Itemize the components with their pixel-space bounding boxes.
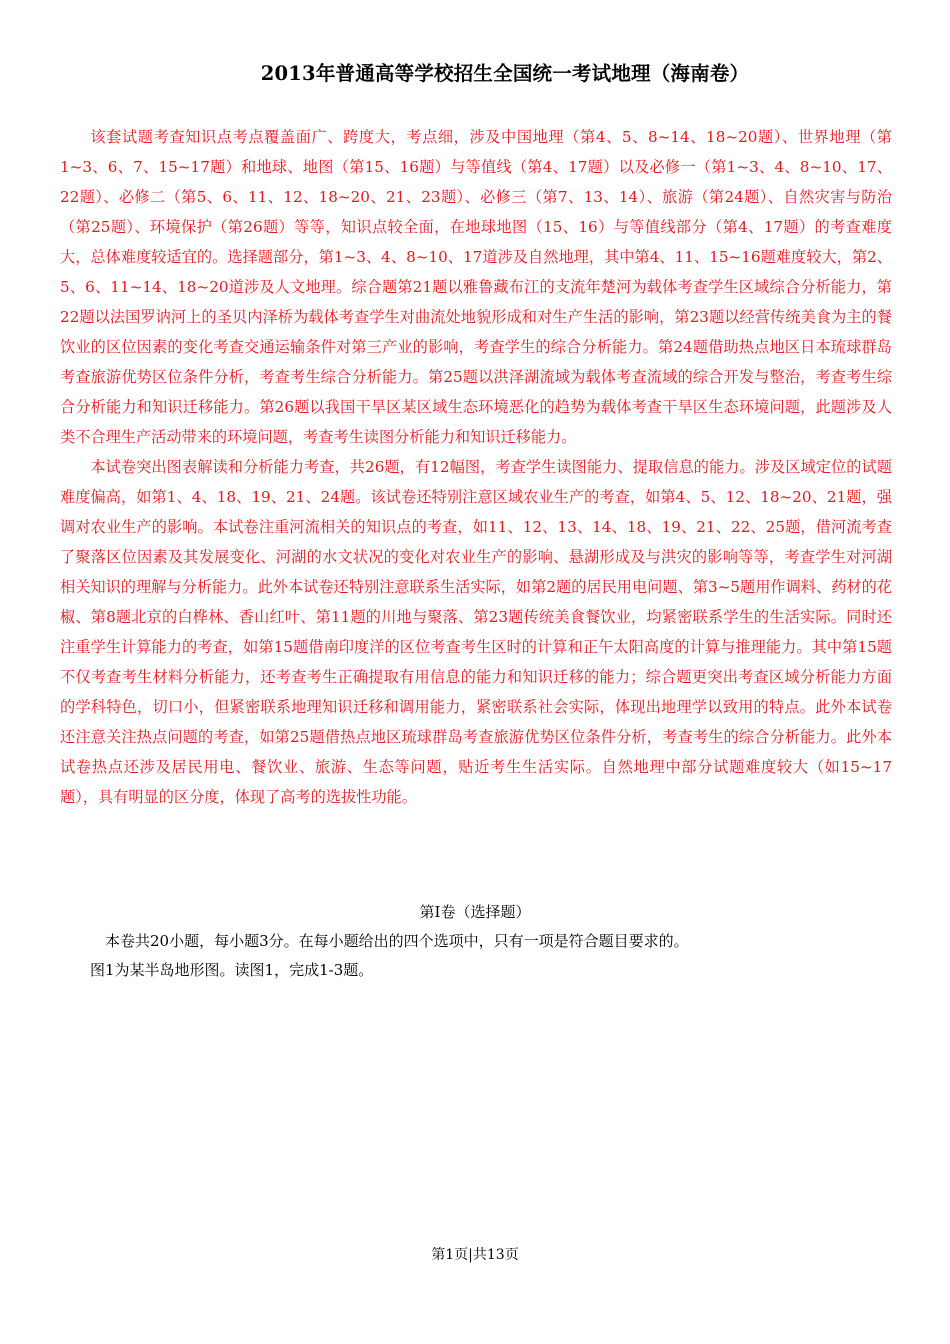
exam-analysis bbox=[60, 122, 892, 812]
question-intro: 图1为某半岛地形图。读图1，完成1-3题。 bbox=[90, 961, 374, 979]
analysis-paragraph: 本试卷突出图表解读和分析能力考查，共26题，有12幅图，考查学生读图能力、提取信息的能力。涉及区域定位的试题难度偏高，如第1、4、18、19、21、24题。该试卷还特别注意区域农业生产的考查，如第4、5、12、18~20、21题，强调对农业生产的影响。本试卷注重河流相关的知识点的考查，如11、12、13、14、18、19、21、22、25题，借河流考查了聚落区位因素及其发展变化、河湖的水文状况的变化对农业生产的影响、悬湖形成及与洪灾的影响等等，考查学生对河湖相关知识的理解与分析能力。此外本试卷还特别注意联系生活实际，如第2题的居民用电问题、第3~5题用作调料、药材的花椒、第8题北京的白桦林、香山红叶、第11题的川地与聚落、第23题传统美食餐饮业，均紧密联系学生的生活实际。同时还注重学生计算能力的考查，如第15题借南印度洋的区位考查考生区时的计算和正午太阳高度的计算与推理能力。其中第15题不仅考查考生材料分析能力，还考查考生正确提取有用信息的能力和知识迁移的能力；综合题更突出考查区域分析能力方面的学科特色，切口小，但紧密联系地理知识迁移和调用能力，紧密联系社会实际，体现出地理学以致用的特点。此外本试卷还注意关注热点问题的考查，如第25题借热点地区琉球群岛考查旅游优势区位条件分析，考查考生的综合分析能力。此外本试卷热点还涉及居民用电、餐饮业、旅游、生态等问题，贴近考生生活实际。自然地理中部分试题难度较大（如15~17题），具有明显的区分度，体现了高考的选拔性功能。 bbox=[60, 458, 892, 806]
section-instruction: 本卷共20小题，每小题3分。在每小题给出的四个选项中，只有一项是符合题目要求的。 bbox=[105, 932, 689, 950]
document-title: 2013年普通高等学校招生全国统一考试地理（海南卷） bbox=[260, 62, 750, 85]
analysis-paragraph: 该套试题考查知识点考点覆盖面广、跨度大，考点细，涉及中国地理（第4、5、8~14、18~20题）、世界地理（第1~3、6、7、15~17题）和地球、地图（第15、16题）与等值线（第4、17题）以及必修一（第1~3、4、8~10、17、22题）、必修二（第5、6、11、12、18~20、21、23题）、必修三（第7、13、14）、旅游（第24题）、自然灾害与防治（第25题）、环境保护（第26题）等等，知识点较全面，在地球地图（15、16）与等值线部分（第4、17题）的考查难度大，总体难度较适宜的。选择题部分，第1~3、4、8~10、17道涉及自然地理，其中第4、11、15~16题难度较大，第2、5、6、11~14、18~20道涉及人文地理。综合题第21题以雅鲁藏布江的支流年楚河为载体考查学生区域综合分析能力，第22题以法国罗讷河上的圣贝内泽桥为载体考查学生对曲流处地貌形成和对生产生活的影响，第23题以经营传统美食为主的餐饮业的区位因素的变化考查交通运输条件对第三产业的影响，考查学生的综合分析能力。第24题借助热点地区日本琉球群岛考查旅游优势区位条件分析，考查考生综合分析能力。第25题以洪泽湖流域为载体考查流域的综合开发与整治，考查考生综合分析能力和知识迁移能力。第26题以我国干旱区某区域生态环境恶化的趋势为载体考查干旱区生态环境问题，此题涉及人类不合理生产活动带来的环境问题，考查考生读图分析能力和知识迁移能力。 bbox=[60, 128, 892, 446]
section-title: 第Ⅰ卷（选择题） bbox=[419, 903, 531, 921]
page-footer: 第1页|共13页 bbox=[431, 1247, 519, 1263]
